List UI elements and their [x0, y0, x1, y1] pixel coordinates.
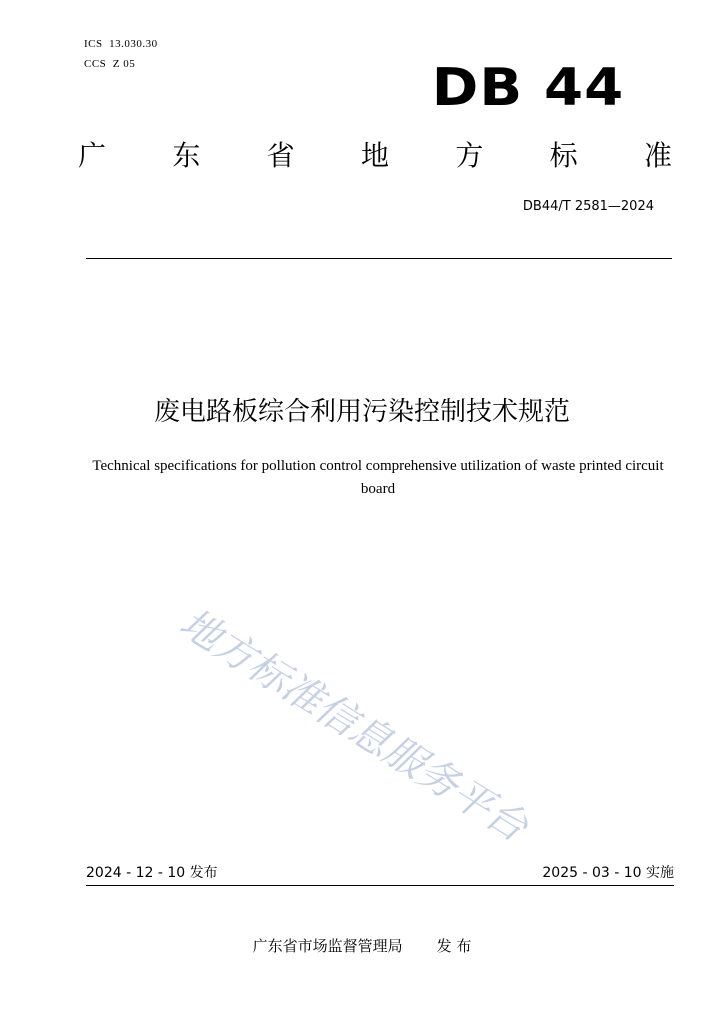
date-row: [86, 862, 674, 884]
province-title-char: 准: [643, 139, 672, 172]
footer-divider: [86, 885, 674, 886]
classification-codes: [84, 34, 158, 74]
db44-logo: DB 44: [431, 58, 624, 118]
watermark: 地方标准信息服务平台: [171, 600, 536, 851]
publisher-action: 发 布: [436, 937, 472, 955]
province-title-char: 方: [455, 139, 484, 172]
ccs-code: CCS Z 05: [84, 58, 136, 70]
province-title-char: 广: [78, 139, 107, 172]
publisher-line: [0, 934, 724, 958]
publisher-name: 广东省市场监督管理局: [252, 937, 403, 955]
document-title-english: Technical specifications for pollution control comprehensive utilization of waste printed circuit board: [92, 458, 664, 497]
ics-code: ICS 13.030.30: [84, 38, 158, 50]
province-title-char: 省: [266, 139, 295, 172]
province-title-char: 标: [549, 139, 578, 172]
province-title-char: 东: [172, 139, 201, 172]
province-standard-title: [78, 136, 672, 176]
standard-number: DB44/T 2581—2024: [522, 199, 654, 214]
implementation-date: 2025 - 03 - 10 实施: [542, 865, 674, 881]
publish-date: 2024 - 12 - 10 发布: [86, 865, 218, 881]
header-divider: [86, 258, 672, 259]
document-title-chinese: 废电路板综合利用污染控制技术规范: [153, 397, 570, 427]
province-title-char: 地: [360, 139, 389, 172]
